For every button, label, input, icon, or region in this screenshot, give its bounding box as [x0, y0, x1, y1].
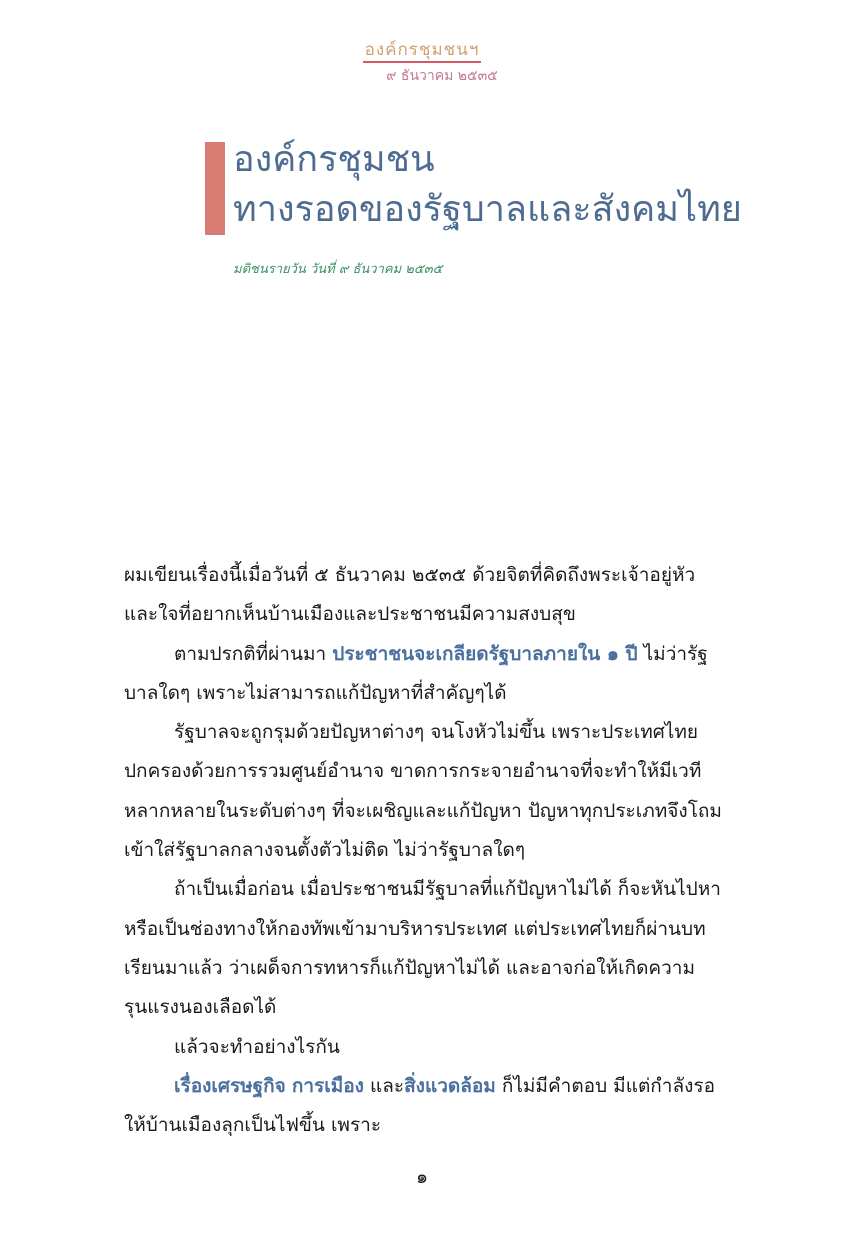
- paragraph-2-highlight: ประชาชนจะเกลียดรัฐบาลภายใน ๑ ปี: [332, 642, 638, 665]
- paragraph-6: [124, 1067, 725, 1146]
- title-line-1: องค์กรชุมชน: [233, 139, 435, 180]
- highlight-economy: เรื่องเศรษฐกิจ: [174, 1074, 286, 1097]
- paragraph-2: [124, 635, 725, 714]
- paragraph-2-text-a: ตามปรกติที่ผ่านมา: [174, 642, 333, 665]
- header-organization: องค์กรชุมชนฯ: [363, 40, 482, 63]
- highlight-politics: การเมือง: [291, 1074, 364, 1097]
- paragraph-2-text-b: ไม่ว่ารัฐบาลใดๆ เพราะไม่สามารถแก้ปัญหาที่สำคัญๆได้: [124, 642, 708, 704]
- running-header: [0, 40, 844, 87]
- highlight-environment: สิ่งแวดล้อม: [404, 1074, 496, 1097]
- source-citation: มติชนรายวัน วันที่ ๙ ธันวาคม ๒๕๓๕: [233, 262, 443, 277]
- paragraph-6-text: ก็ไม่มีคำตอบ มีแต่กำลังรอให้บ้านเมืองลุกเป็นไฟขึ้น เพราะ: [124, 1074, 715, 1137]
- paragraph-3: รัฐบาลจะถูกรุมด้วยปัญหาต่างๆ จนโงหัวไม่ขึ้น เพราะประเทศไทยปกครองด้วยการรวมศูนย์อำนาจ ขาดการกระจายอำนาจที่จะทำให้มีเวทีหลากหลายในระดับต่างๆ ที่จะเผชิญและแก้ปัญหา ปัญหาทุกประเภทจึงโถมเข้าใส่รัฐบาลกลางจนตั้งตัวไม่ติด ไม่ว่ารัฐบาลใดๆ: [124, 721, 722, 862]
- paragraph-6-and: และ: [363, 1074, 405, 1097]
- article-body: [124, 556, 725, 1145]
- paragraph-5: แล้วจะทำอย่างไรกัน: [174, 1035, 340, 1058]
- title-accent-bar: [205, 142, 225, 235]
- header-date: ๙ ธันวาคม ๒๕๓๕: [386, 68, 498, 84]
- title-line-2: ทางรอดของรัฐบาลและสังคมไทย: [233, 189, 742, 230]
- title-lines: [233, 135, 742, 235]
- page-number: ๑: [415, 1166, 429, 1188]
- paragraph-1: ผมเขียนเรื่องนี้เมื่อวันที่ ๕ ธันวาคม ๒๕๓๕ ด้วยจิตที่คิดถึงพระเจ้าอยู่หัว และใจที่อยากเห็นบ้านเมืองและประชาชนมีความสงบสุข: [124, 564, 696, 626]
- paragraph-4: ถ้าเป็นเมื่อก่อน เมื่อประชาชนมีรัฐบาลที่แก้ปัญหาไม่ได้ ก็จะหันไปหาหรือเป็นช่องทางให้กองทัพเข้ามาบริหารประเทศ แต่ประเทศไทยก็ผ่านบทเรียนมาแล้ว ว่าเผด็จการทหารก็แก้ปัญหาไม่ได้ และอาจก่อให้เกิดความรุนแรงนองเลือดได้: [124, 878, 721, 1019]
